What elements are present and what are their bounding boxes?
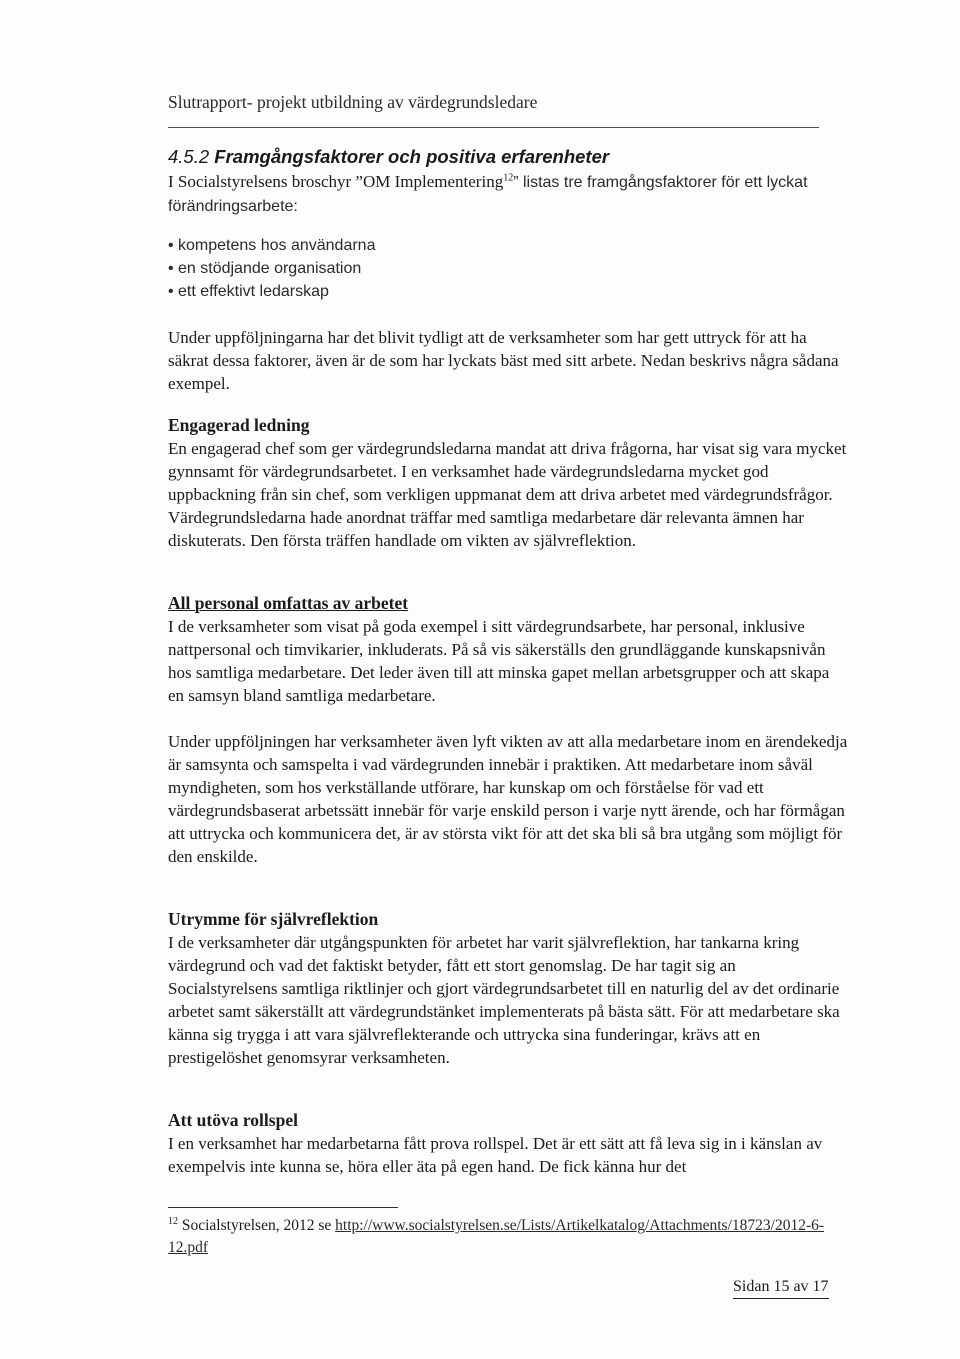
- subsection-heading-engagerad-ledning: Engagerad ledning: [168, 415, 310, 435]
- list-item-text: ett effektivt ledarskap: [178, 283, 329, 300]
- list-item: [168, 280, 848, 303]
- intro-text-end: ” listas tre framgångsfaktorer för ett lyckat förändringsarbete:: [168, 174, 808, 215]
- paragraph: I en verksamhet har medarbetarna fått prova rollspel. Det är ett sätt att få leva sig in i känslan av exempelvis inte kunna se, höra eller äta på egen hand. De fick känna hur det: [168, 1134, 823, 1176]
- subsection-heading-rollspel: Att utöva rollspel: [168, 1110, 298, 1130]
- paragraph: En engagerad chef som ger värdegrundsledarna mandat att driva frågorna, har visat sig vara mycket gynnsamt för värdegrundsarbetet. I en verksamhet hade värdegrundsledarna mycket god uppbackning från sin chef, som verkligen uppmanat dem att driva arbetet med värdegrundsfrågor. Värdegrundsledarna hade anordnat träffar med samtliga medarbetare där relevanta ämnen har diskuterats. Den första träffen handlade om vikten av självreflektion.: [168, 439, 847, 550]
- list-item: [168, 257, 848, 280]
- list-item-text: en stödjande organisation: [178, 260, 362, 277]
- success-factor-list: [168, 234, 848, 303]
- footnote: [168, 1215, 858, 1259]
- subsection-heading-sjalvreflektion: Utrymme för självreflektion: [168, 909, 379, 929]
- footnote-link[interactable]: http://www.socialstyrelsen.se/Lists/Artikelkatalog/Attachments/18723/2012-6-12.pdf: [168, 1217, 825, 1256]
- header-rule: [168, 127, 819, 128]
- bullet-icon: •: [168, 237, 174, 254]
- subsection-heading-text: All personal omfattas av arbetet: [168, 593, 409, 613]
- list-item-text: kompetens hos användarna: [178, 237, 376, 254]
- section-heading: [168, 144, 848, 170]
- paragraph: I de verksamheter där utgångspunkten för arbetet har varit självreflektion, har tankarna kring värdegrund och vad det faktiskt betyder, fått ett stort genomslag. De har tagit sig an Socialstyrelsens samtliga riktlinjer och gjort värdegrundsarbetet till en naturlig del av det ordinarie arbetet samt säkerställt att värdegrundstänket implementerats på bästa sätt. För att medarbetare ska känna sig trygga i att vara självreflekterande och uttrycka sina funderingar, krävs att en prestigelöshet genomsyrar verksamheten.: [168, 933, 840, 1067]
- main-content: [168, 144, 848, 1178]
- page-number: Sidan 15 av 17: [733, 1276, 829, 1299]
- footnote-text: Socialstyrelsen, 2012 se: [181, 1217, 332, 1234]
- running-header: Slutrapport- projekt utbildning av värdegrundsledare: [168, 92, 538, 112]
- paragraph: I de verksamheter som visat på goda exempel i sitt värdegrundsarbete, har personal, inklusive nattpersonal och timvikarier, inkluderats. På så vis säkerställs den grundläggande kunskapsnivån hos samtliga medarbetare. Det leder även till att minska gapet mellan arbetsgrupper och att skapa en samsyn bland samtliga medarbetare.: [168, 617, 830, 705]
- footnote-marker: 12: [168, 1215, 178, 1227]
- intro-text-start: I Socialstyrelsens broschyr ”OM Implementering: [168, 172, 504, 191]
- footnote-rule: [168, 1207, 398, 1208]
- paragraph: Under uppföljningen har verksamheter även lyft vikten av att alla medarbetare inom en ärendekedja är samsynta och samspelta i vad värdegrunden innebär i praktiken. Att medarbetare inom såväl myndigheten, som hos verkställande utförare, har kunskap om och förståelse för vad ett värdegrundsbaserat arbetssätt innebär för varje enskild person i varje nytt ärende, och har förmågan att uttrycka och kommunicera det, är av största vikt för att det ska bli så bra utgång som möjligt för den enskilde.: [168, 732, 848, 866]
- section-intro: [168, 170, 848, 218]
- subsection-heading-all-personal: [168, 592, 848, 615]
- section-number: 4.5.2: [168, 146, 210, 167]
- bullet-icon: •: [168, 260, 174, 277]
- followup-paragraph: Under uppföljningarna har det blivit tydligt att de verksamheter som har gett uttryck för att ha säkrat dessa faktorer, även är de som har lyckats bäst med sitt arbete. Nedan beskrivs några sådana exempel.: [168, 328, 839, 393]
- list-item: [168, 234, 848, 257]
- bullet-icon: •: [168, 283, 174, 300]
- footnote-ref[interactable]: 12: [503, 172, 514, 184]
- section-title: Framgångsfaktorer och positiva erfarenheter: [214, 146, 610, 167]
